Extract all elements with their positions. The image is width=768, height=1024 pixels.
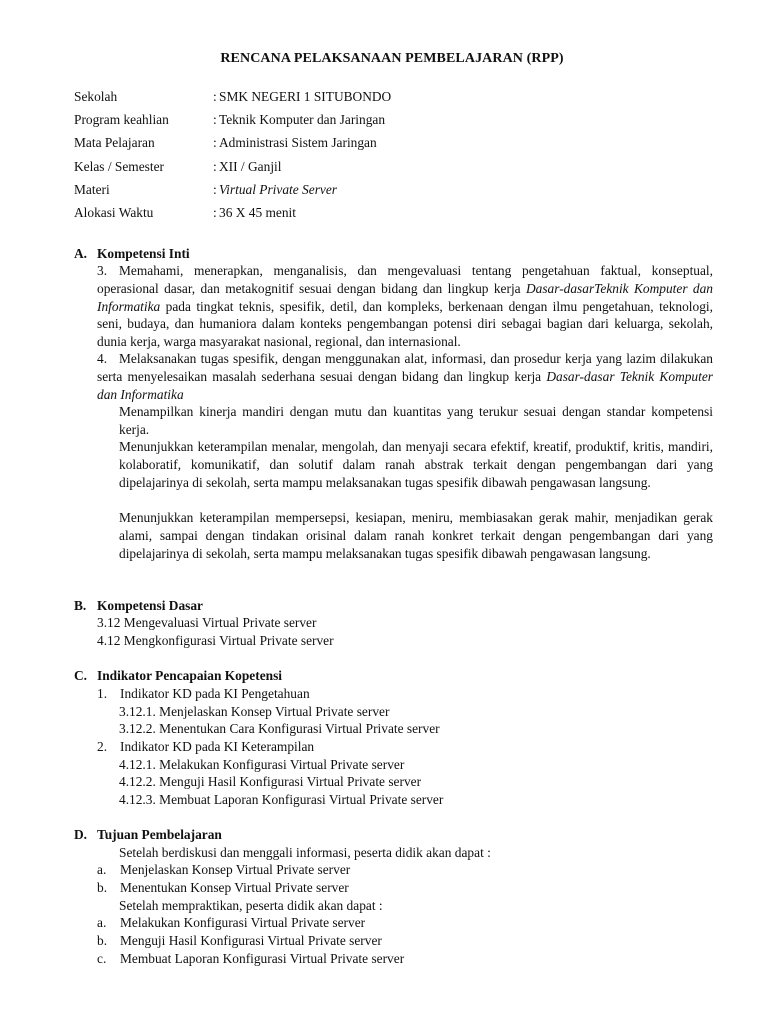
section-letter: D. xyxy=(74,827,88,842)
identity-row-alokasi xyxy=(74,204,391,227)
identity-row-kelas xyxy=(74,158,391,181)
section-title: Indikator Pencapaian Kopetensi xyxy=(97,668,283,683)
objective-intro: Setelah berdiskusi dan menggali informasi, peserta didik akan dapat : xyxy=(119,845,491,860)
section-d-heading xyxy=(74,826,222,843)
section-title: Kompetensi Dasar xyxy=(97,598,204,613)
objective-text: Membuat Laporan Konfigurasi Virtual Private server xyxy=(120,951,405,966)
ki-number: 4. xyxy=(97,351,108,366)
identity-label: Kelas / Semester xyxy=(74,158,164,174)
objective-mark: b. xyxy=(97,880,108,895)
identity-value: SMK NEGERI 1 SITUBONDO xyxy=(219,89,392,104)
document-title: RENCANA PELAKSANAAN PEMBELAJARAN (RPP) xyxy=(220,51,564,66)
indicator-group-1 xyxy=(97,685,310,703)
objective-text: Menguji Hasil Konfigurasi Virtual Private server xyxy=(120,933,382,948)
identity-label: Sekolah xyxy=(74,89,118,104)
ki-text-italic: Dasar-dasarTeknik Komputer dan Informatika xyxy=(97,280,713,314)
objective-text: Menjelaskan Konsep Virtual Private server xyxy=(120,862,351,877)
ki-paragraph: Menunjukkan keterampilan mempersepsi, kesiapan, meniru, membiasakan gerak mahir, menjadikan gerak alami, sampai dengan tindakan orisinal dalam ranah konkret terkait dengan pengembangan dari yang dipelajarinya di sekolah, serta mampu melaksanakan tugas spesifik dibawah pengawasan langsung. xyxy=(119,510,713,561)
identity-value: 36 X 45 menit xyxy=(219,204,296,220)
section-title: Kompetensi Inti xyxy=(97,246,190,261)
kd-item: 3.12 Mengevaluasi Virtual Private server xyxy=(97,615,317,630)
identity-label: Materi xyxy=(74,181,110,197)
objective-mark: b. xyxy=(97,933,108,948)
section-a-heading xyxy=(74,245,190,262)
ki-text-part: Melaksanakan tugas spesifik, dengan menggunakan alat, informasi, dan prosedur kerja yang lazim dilakukan serta menyelesaikan masalah sederhana sesuai dengan bidang dan lingkup kerja xyxy=(97,351,713,384)
ki-text xyxy=(97,350,713,403)
group-label: Indikator KD pada KI Keterampilan xyxy=(120,739,315,754)
ki-text xyxy=(97,262,713,351)
identity-label: Program keahlian xyxy=(74,112,169,128)
group-label: Indikator KD pada KI Pengetahuan xyxy=(120,686,310,701)
objective-item xyxy=(97,861,350,879)
ki-paragraph: Menunjukkan keterampilan menalar, mengolah, dan menyaji secara efektif, kreatif, produktif, kritis, mandiri, kolaboratif, komunikatif, dan solutif dalam ranah abstrak terkait dengan pengembangan dari yang dipelajarinya di sekolah, serta mampu melaksanakan tugas spesifik dibawah pengawasan langsung. xyxy=(119,439,713,490)
identity-value: Administrasi Sistem Jaringan xyxy=(219,135,377,151)
objective-item xyxy=(97,932,382,950)
identity-separator: : xyxy=(213,204,217,220)
identity-value: Virtual Private Server xyxy=(219,181,338,197)
objective-item xyxy=(97,914,365,932)
indicator-item: 4.12.3. Membuat Laporan Konfigurasi Virtual Private server xyxy=(119,792,444,807)
section-title: Tujuan Pembelajaran xyxy=(97,827,222,842)
indicator-item: 3.12.2. Menentukan Cara Konfigurasi Virtual Private server xyxy=(119,721,440,736)
objective-mark: c. xyxy=(97,951,107,966)
ki-text-part: pada tingkat teknis, spesifik, detil, dan kompleks, berkenaan dengan ilmu pengetahuan, teknologi, seni, budaya, dan humaniora dalam konteks pengembangan potensi diri sebagai bagian dari keluarga, sekolah, dunia kerja, warga masyarakat nasional, regional, dan internasional. xyxy=(97,298,713,350)
section-b-heading xyxy=(74,597,203,614)
identity-separator: : xyxy=(213,181,217,197)
indicator-group-2 xyxy=(97,738,314,756)
indicator-item: 4.12.1. Melakukan Konfigurasi Virtual Private server xyxy=(119,757,405,772)
kd-item: 4.12 Mengkonfigurasi Virtual Private server xyxy=(97,633,334,648)
ki-text-italic: Dasar-dasar Teknik Komputer dan Informatika xyxy=(97,368,713,402)
group-number: 2. xyxy=(97,739,108,754)
indicator-item: 4.12.2. Menguji Hasil Konfigurasi Virtual Private server xyxy=(119,774,422,789)
identity-separator: : xyxy=(213,135,217,151)
ki-item-4 xyxy=(97,350,713,403)
objective-text: Melakukan Konfigurasi Virtual Private server xyxy=(120,915,366,930)
identity-row-materi xyxy=(74,181,391,204)
identity-table xyxy=(74,88,391,227)
objective-intro: Setelah mempraktikan, peserta didik akan dapat : xyxy=(119,898,383,913)
identity-row-sekolah xyxy=(74,88,391,111)
objective-mark: a. xyxy=(97,862,107,877)
objective-item xyxy=(97,879,349,897)
objective-item xyxy=(97,950,404,968)
objective-mark: a. xyxy=(97,915,107,930)
identity-label: Alokasi Waktu xyxy=(74,204,154,220)
section-letter: A. xyxy=(74,246,88,261)
section-letter: B. xyxy=(74,598,87,613)
objective-text: Menentukan Konsep Virtual Private server xyxy=(120,880,349,895)
identity-row-program xyxy=(74,111,391,134)
identity-value: Teknik Komputer dan Jaringan xyxy=(219,112,386,128)
ki-number: 3. xyxy=(97,263,108,278)
ki-text-part: Memahami, menerapkan, menganalisis, dan mengevaluasi tentang pengetahuan faktual, konseptual, operasional dasar, dan metakognitif sesuai dengan bidang dan lingkup kerja xyxy=(97,263,713,296)
section-c-heading xyxy=(74,667,282,684)
identity-separator: : xyxy=(213,158,217,174)
identity-separator: : xyxy=(213,112,217,128)
section-letter: C. xyxy=(74,668,88,683)
group-number: 1. xyxy=(97,686,108,701)
identity-row-mapel xyxy=(74,134,391,157)
indicator-item: 3.12.1. Menjelaskan Konsep Virtual Private server xyxy=(119,704,390,719)
identity-label: Mata Pelajaran xyxy=(74,135,155,151)
identity-value: XII / Ganjil xyxy=(219,158,282,174)
ki-paragraph: Menampilkan kinerja mandiri dengan mutu dan kuantitas yang terukur sesuai dengan standar kompetensi kerja. xyxy=(119,404,713,437)
identity-separator: : xyxy=(213,89,217,104)
ki-item-3 xyxy=(97,262,713,351)
